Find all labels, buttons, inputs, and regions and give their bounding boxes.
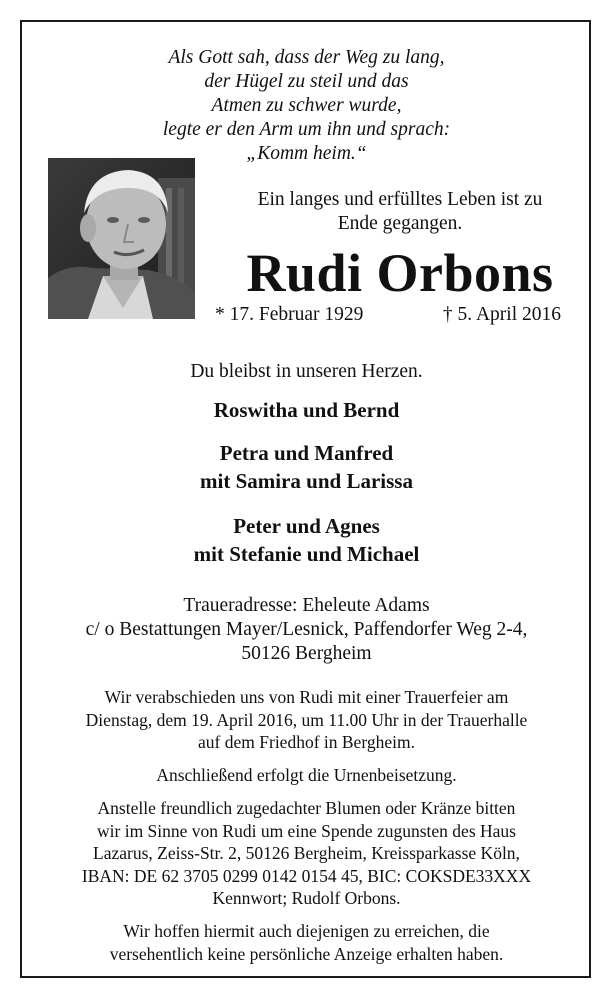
address-line: c/ o Bestattungen Mayer/Lesnick, Paffendorfer Weg 2-4, xyxy=(85,619,528,640)
family-line: Petra und Manfred xyxy=(219,441,394,465)
poem-line: Atmen zu schwer wurde, xyxy=(211,95,402,116)
family-line: mit Samira und Larissa xyxy=(200,469,413,493)
poem-line: der Hügel zu steil und das xyxy=(204,71,409,92)
family-group xyxy=(0,439,613,495)
mourning-address xyxy=(0,594,613,666)
address-line: Traueradresse: Eheleute Adams xyxy=(183,595,430,616)
family-group xyxy=(0,396,613,424)
urn-burial-note: Anschließend erfolgt die Urnenbeisetzung. xyxy=(156,765,457,785)
donation-line: Lazarus, Zeiss-Str. 2, 50126 Bergheim, Kreissparkasse Köln, xyxy=(93,843,520,863)
address-line: 50126 Bergheim xyxy=(241,643,372,664)
intro-line: Ein langes und erfülltes Leben ist zu xyxy=(257,189,543,210)
intro-text xyxy=(215,188,585,236)
poem-line: legte er den Arm um ihn und sprach: xyxy=(162,119,451,140)
birth-date: * 17. Februar 1929 xyxy=(215,304,364,325)
donation-line: IBAN: DE 62 3705 0299 0142 0154 45, BIC: COKSDE33XXX xyxy=(81,865,532,886)
donation-line: wir im Sinne von Rudi um eine Spende zugunsten des Haus xyxy=(97,820,516,841)
poem-line: Als Gott sah, dass der Weg zu lang, xyxy=(168,47,445,68)
poem-line: „Komm heim.“ xyxy=(246,143,367,164)
final-line: Wir hoffen hiermit auch diejenigen zu erreichen, die xyxy=(123,921,490,941)
funeral-line: Dienstag, dem 19. April 2016, um 11.00 Uhr in der Trauerhalle xyxy=(85,709,528,730)
final-note xyxy=(0,920,613,965)
funeral-info xyxy=(0,686,613,754)
final-line: versehentlich keine persönliche Anzeige erhalten haben. xyxy=(109,943,504,964)
closing-line: Du bleibst in unseren Herzen. xyxy=(190,361,423,382)
family-line: Peter und Agnes xyxy=(233,514,380,538)
family-line: mit Stefanie und Michael xyxy=(193,542,420,566)
death-date: † 5. April 2016 xyxy=(442,304,561,325)
funeral-line: Wir verabschieden uns von Rudi mit einer Trauerfeier am xyxy=(104,687,509,707)
deceased-name: Rudi Orbons xyxy=(246,243,554,303)
family-group xyxy=(0,512,613,568)
donation-line: Anstelle freundlich zugedachter Blumen oder Kränze bitten xyxy=(97,798,516,818)
family-line: Roswitha und Bernd xyxy=(213,398,400,422)
poem xyxy=(0,46,613,166)
intro-line: Ende gegangen. xyxy=(337,213,463,234)
donation-line: Kennwort; Rudolf Orbons. xyxy=(212,888,401,908)
funeral-line: auf dem Friedhof in Bergheim. xyxy=(198,732,415,752)
portrait-photo xyxy=(48,158,195,319)
donation-info xyxy=(0,797,613,910)
